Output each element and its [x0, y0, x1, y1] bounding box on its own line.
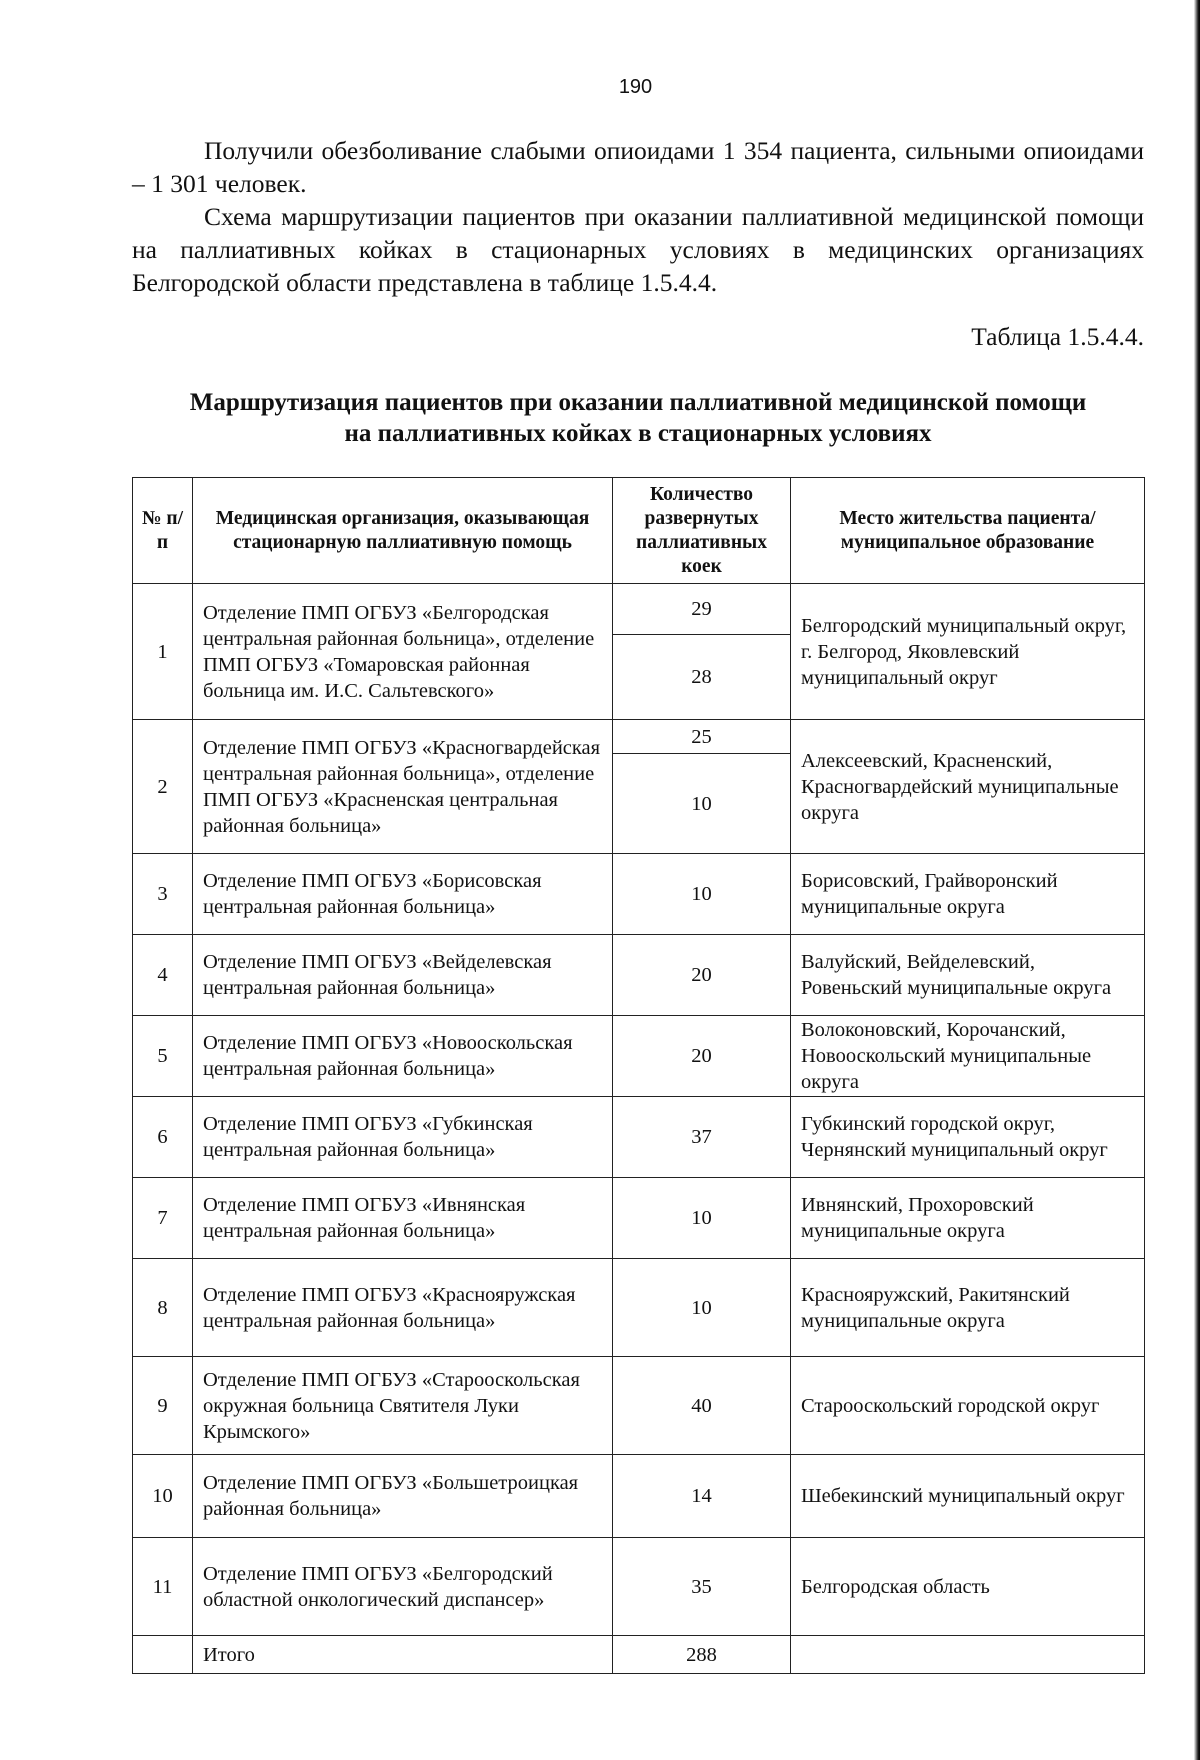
row-org: Отделение ПМП ОГБУЗ «Красногвардейская центральная районная больница», отделение ПМП ОГБУЗ «Красненская центральная районная больница»	[193, 720, 613, 854]
row-beds: 28	[613, 635, 791, 720]
row-org: Отделение ПМП ОГБУЗ «Старооскольская окружная больница Святителя Луки Крымского»	[193, 1357, 613, 1455]
table-row	[133, 1538, 1145, 1636]
row-num: 9	[133, 1357, 193, 1455]
row-org: Отделение ПМП ОГБУЗ «Ивнянская центральная районная больница»	[193, 1178, 613, 1259]
row-num: 8	[133, 1259, 193, 1357]
row-place: Борисовский, Грайворонский муниципальные округа	[791, 854, 1145, 935]
row-org: Отделение ПМП ОГБУЗ «Новооскольская центральная районная больница»	[193, 1016, 613, 1097]
row-place: Белгородский муниципальный округ, г. Белгород, Яковлевский муниципальный округ	[791, 584, 1145, 720]
table-row	[133, 935, 1145, 1016]
table-row	[133, 720, 1145, 754]
table-title-line-2: на паллиативных койках в стационарных условиях	[344, 420, 932, 447]
table-row	[133, 1455, 1145, 1538]
row-place: Валуйский, Вейделевский, Ровеньский муниципальные округа	[791, 935, 1145, 1016]
row-place: Шебекинский муниципальный округ	[791, 1455, 1145, 1538]
page-number: 190	[618, 76, 653, 98]
row-place: Краснояружский, Ракитянский муниципальные округа	[791, 1259, 1145, 1357]
row-place: Алексеевский, Красненский, Красногвардейский муниципальные округа	[791, 720, 1145, 854]
table-title	[132, 387, 1144, 449]
row-place: Белгородская область	[791, 1538, 1145, 1636]
routing-table	[132, 477, 1145, 1674]
row-num: 5	[133, 1016, 193, 1097]
row-beds: 14	[613, 1455, 791, 1538]
row-beds: 10	[613, 1259, 791, 1357]
table-row	[133, 1016, 1145, 1097]
row-beds: 10	[613, 854, 791, 935]
header-beds: Количество развернутых паллиативных коек	[613, 478, 791, 584]
page-edge-shadow	[1194, 0, 1200, 1760]
total-label: Итого	[193, 1636, 613, 1674]
row-num: 6	[133, 1097, 193, 1178]
row-org: Отделение ПМП ОГБУЗ «Борисовская центральная районная больница»	[193, 854, 613, 935]
row-org: Отделение ПМП ОГБУЗ «Губкинская центральная районная больница»	[193, 1097, 613, 1178]
row-beds: 40	[613, 1357, 791, 1455]
total-place-empty	[791, 1636, 1145, 1674]
row-org: Отделение ПМП ОГБУЗ «Краснояружская центральная районная больница»	[193, 1259, 613, 1357]
row-num: 4	[133, 935, 193, 1016]
row-beds: 20	[613, 1016, 791, 1097]
table-title-line-1: Маршрутизация пациентов при оказании паллиативной медицинской помощи	[189, 389, 1087, 416]
intro-paragraph-1: Получили обезболивание слабыми опиоидами 1 354 пациента, сильными опиоидами – 1 301 человек.	[132, 136, 1144, 198]
row-place: Волоконовский, Корочанский, Новооскольский муниципальные округа	[791, 1016, 1145, 1097]
row-place: Ивнянский, Прохоровский муниципальные округа	[791, 1178, 1145, 1259]
row-beds: 25	[613, 720, 791, 754]
row-org: Отделение ПМП ОГБУЗ «Белгородский областной онкологический диспансер»	[193, 1538, 613, 1636]
row-beds: 37	[613, 1097, 791, 1178]
total-beds: 288	[613, 1636, 791, 1674]
row-beds: 10	[613, 754, 791, 854]
table-row	[133, 1097, 1145, 1178]
header-place: Место жительства пациента/ муниципальное образование	[791, 478, 1145, 584]
row-beds: 35	[613, 1538, 791, 1636]
row-num: 7	[133, 1178, 193, 1259]
row-num: 2	[133, 720, 193, 854]
row-org: Отделение ПМП ОГБУЗ «Большетроицкая районная больница»	[193, 1455, 613, 1538]
row-place: Губкинский городской округ, Чернянский муниципальный округ	[791, 1097, 1145, 1178]
row-place: Старооскольский городской округ	[791, 1357, 1145, 1455]
row-num: 3	[133, 854, 193, 935]
row-beds: 29	[613, 584, 791, 635]
table-header-row	[133, 478, 1145, 584]
row-num: 10	[133, 1455, 193, 1538]
row-num: 11	[133, 1538, 193, 1636]
header-num: № п/п	[133, 478, 193, 584]
row-org: Отделение ПМП ОГБУЗ «Белгородская центральная районная больница», отделение ПМП ОГБУЗ «Томаровская районная больница им. И.С. Сальтевского»	[193, 584, 613, 720]
table-row	[133, 854, 1145, 935]
table-total-row	[133, 1636, 1145, 1674]
table-row	[133, 584, 1145, 635]
header-org: Медицинская организация, оказывающая стационарную паллиативную помощь	[193, 478, 613, 584]
table-row	[133, 1357, 1145, 1455]
row-beds: 20	[613, 935, 791, 1016]
row-org: Отделение ПМП ОГБУЗ «Вейделевская центральная районная больница»	[193, 935, 613, 1016]
row-num: 1	[133, 584, 193, 720]
table-row	[133, 1259, 1145, 1357]
table-row	[133, 1178, 1145, 1259]
table-caption: Таблица 1.5.4.4.	[971, 322, 1144, 351]
table-body	[133, 584, 1145, 1674]
total-num-empty	[133, 1636, 193, 1674]
row-beds: 10	[613, 1178, 791, 1259]
intro-paragraph-2: Схема маршрутизации пациентов при оказании паллиативной медицинской помощи на паллиативных койках в стационарных условиях в медицинских организациях Белгородской области представлена в таблице 1.5.4.4.	[132, 202, 1144, 297]
